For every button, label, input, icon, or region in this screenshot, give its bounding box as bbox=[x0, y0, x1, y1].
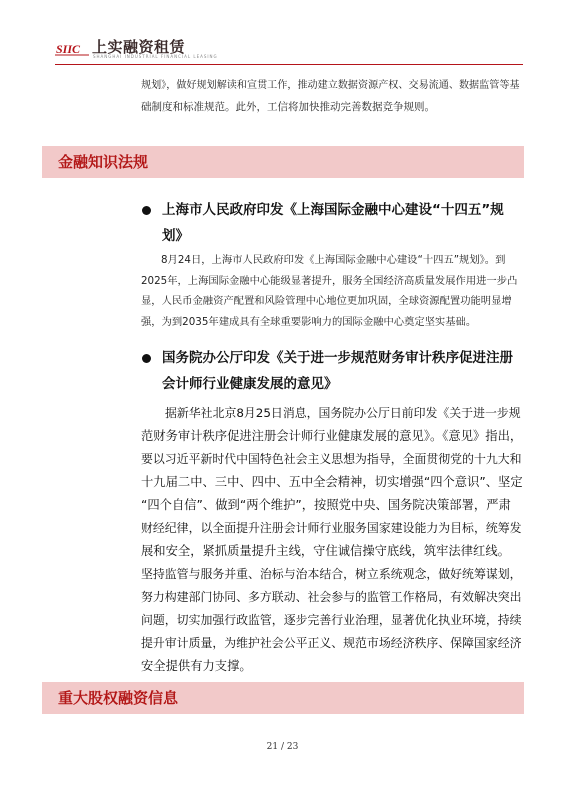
body-line: 安全提供有力支撑。 bbox=[141, 659, 252, 673]
intro-line: 础制度和标准规范。此外，工信将加快推动完善数据竞争规则。 bbox=[141, 100, 435, 113]
body-line: 显，人民币金融资产配置和风险管理中心地位更加巩固，全球资源配置功能明显增 bbox=[141, 295, 512, 308]
intro-line: 规划》，做好规划解读和宣贯工作，推动建立数据资源产权、交易流通、数据监管等基 bbox=[141, 80, 520, 91]
company-name-en: SHANGHAI INDUSTRIAL FINANCIAL LEASING bbox=[93, 54, 218, 59]
item-title bbox=[162, 345, 527, 397]
page-number: 21 / 23 bbox=[266, 742, 299, 752]
body-line: 2025年，上海国际金融中心能级显著提升，服务全国经济高质量发展作用进一步凸 bbox=[141, 274, 518, 287]
item-title-line: 国务院办公厅印发《关于进一步规范财务审计秩序促进注册 bbox=[162, 350, 513, 366]
body-line: 展和安全，紧抓质量提升主线，守住诚信操守底线，筑牢法律红线。 bbox=[141, 544, 510, 558]
body-line: 十九届二中、三中、四中、五中全会精神，切实增强“四个意识”、坚定 bbox=[141, 475, 523, 489]
item-title-line: 划》 bbox=[162, 228, 189, 244]
item-title-line: 会计师行业健康发展的意见》 bbox=[162, 376, 338, 392]
item-title bbox=[162, 197, 527, 249]
body-line: 问题，切实加强行政监管，逐步完善行业治理，显著优化执业环境，持续 bbox=[141, 613, 522, 627]
body-line: 要以习近平新时代中国特色社会主义思想为指导，全面贯彻党的十九大和 bbox=[141, 452, 522, 466]
bullet-icon bbox=[142, 354, 151, 363]
body-line: 强，为到2035年建成具有全球重要影响力的国际金融中心奠定坚实基础。 bbox=[141, 315, 477, 328]
item-title-line: 上海市人民政府印发《上海国际金融中心建设“十四五”规 bbox=[162, 202, 504, 218]
bullet-icon bbox=[142, 206, 151, 215]
body-line: “四个自信”、做到“两个维护”，按照党中央、国务院决策部署，严肃 bbox=[141, 498, 511, 512]
intro-paragraph bbox=[141, 76, 520, 118]
siic-logo-icon bbox=[55, 42, 89, 56]
item-body bbox=[141, 250, 523, 332]
body-line: 努力构建部门协同、多方联动、社会参与的监管工作格局，有效解决突出 bbox=[141, 590, 522, 604]
section-title-equity-financing: 重大股权融资信息 bbox=[42, 682, 524, 714]
body-line: 坚持监管与服务并重、治标与治本结合，树立系统观念，做好统筹谋划， bbox=[141, 567, 522, 581]
body-line: 范财务审计秩序促进注册会计师行业健康发展的意见》。《意见》指出， bbox=[141, 429, 523, 443]
section-title-financial-regulations: 金融知识法规 bbox=[42, 146, 524, 178]
item-body bbox=[141, 402, 523, 678]
body-line: 提升审计质量，为维护社会公平正义、规范市场经济秩序、保障国家经济 bbox=[141, 636, 522, 650]
header-divider bbox=[55, 64, 523, 65]
body-line: 8月24日，上海市人民政府印发《上海国际金融中心建设“十四五”规划》。到 bbox=[161, 254, 506, 266]
body-line: 据新华社北京8月25日消息，国务院办公厅日前印发《关于进一步规 bbox=[165, 406, 521, 420]
page-header bbox=[0, 0, 565, 72]
body-line: 财经纪律，以全面提升注册会计师行业服务国家建设能力为目标，统筹发 bbox=[141, 521, 522, 535]
company-name: 上实融资租赁 bbox=[92, 38, 186, 56]
svg-text:SIIC: SIIC bbox=[56, 42, 81, 56]
